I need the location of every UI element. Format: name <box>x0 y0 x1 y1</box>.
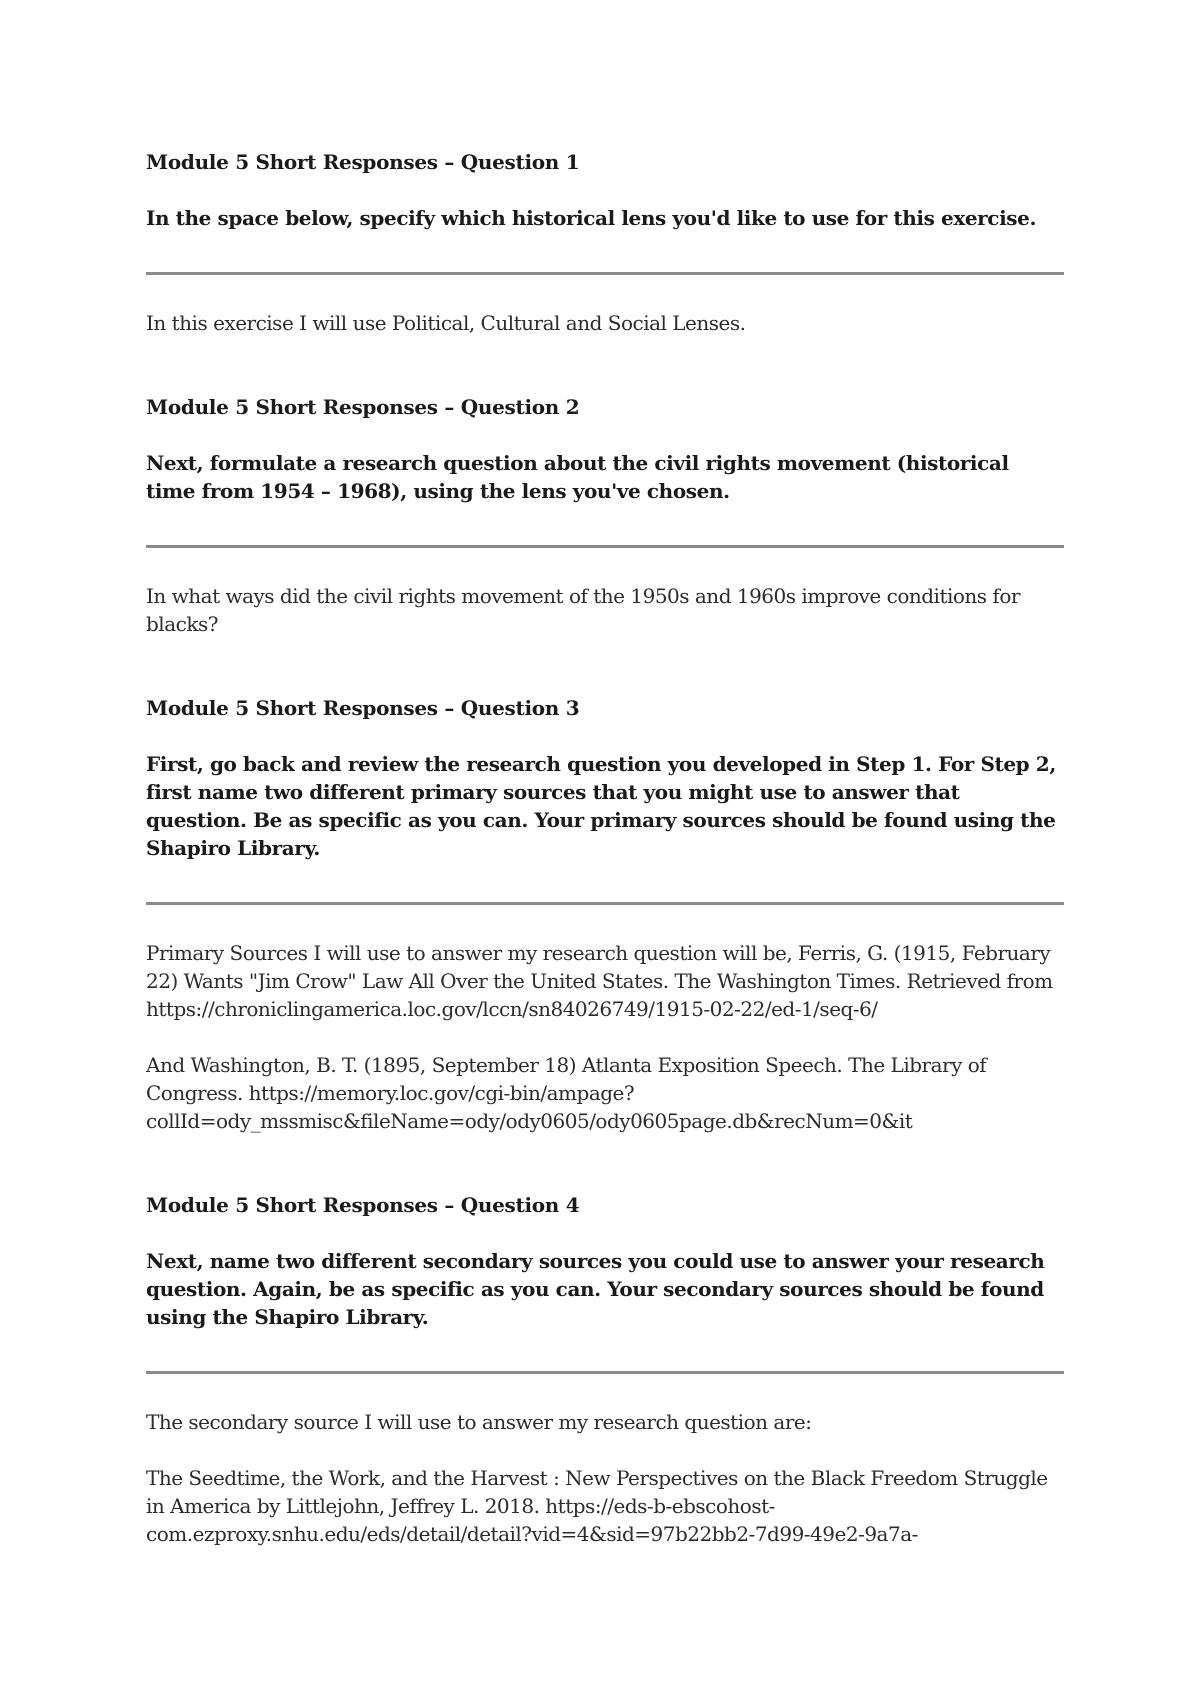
question-4-heading: Module 5 Short Responses – Question 4 <box>146 1193 580 1217</box>
question-2-heading: Module 5 Short Responses – Question 2 <box>146 395 580 419</box>
answer-divider <box>146 545 1064 548</box>
question-3-prompt: First, go back and review the research question you developed in Step 1. For Step 2, first name two different primary sources that you might use to answer that question. Be as specific as you can. Your primary sources should be found using the Shapiro Library. <box>146 752 1056 860</box>
question-1-section <box>146 148 1064 337</box>
question-2-prompt: Next, formulate a research question about the civil rights movement (historical time from 1954 – 1968), using the lens you've chosen. <box>146 451 1009 503</box>
question-1-heading: Module 5 Short Responses – Question 1 <box>146 150 580 174</box>
question-2-section <box>146 393 1064 638</box>
answer-divider <box>146 1371 1064 1374</box>
question-4-prompt: Next, name two different secondary sources you could use to answer your research question. Again, be as specific as you can. Your secondary sources should be found using the Shapiro Library. <box>146 1249 1045 1329</box>
question-1-prompt: In the space below, specify which historical lens you'd like to use for this exercise. <box>146 206 1037 230</box>
answer-divider <box>146 902 1064 905</box>
question-4-answer-1: The secondary source I will use to answer my research question are: <box>146 1410 812 1434</box>
question-1-answer: In this exercise I will use Political, Cultural and Social Lenses. <box>146 311 746 335</box>
question-4-answer-2: The Seedtime, the Work, and the Harvest : New Perspectives on the Black Freedom Struggle in America by Littlejohn, Jeffrey L. 2018. https://eds-b-ebscohost-com.ezproxy.snhu.edu/eds/detail/detail?vid=4&sid=97b22bb2-7d99-49e2-9a7a- <box>146 1466 1048 1546</box>
question-3-section <box>146 694 1064 1135</box>
question-4-section <box>146 1191 1064 1548</box>
question-3-answer-1: Primary Sources I will use to answer my research question will be, Ferris, G. (1915, February 22) Wants "Jim Crow" Law All Over the United States. The Washington Times. Retrieved from https://chroniclingamerica.loc.gov/lccn/sn84026749/1915-02-22/ed-1/seq-6/ <box>146 941 1053 1021</box>
answer-divider <box>146 272 1064 275</box>
question-2-answer: In what ways did the civil rights movement of the 1950s and 1960s improve conditions for blacks? <box>146 584 1020 636</box>
question-3-answer-2: And Washington, B. T. (1895, September 18) Atlanta Exposition Speech. The Library of Congress. https://memory.loc.gov/cgi-bin/ampage?collId=ody_mssmisc&fileName=ody/ody0605/ody0605page.db&recNum=0&it <box>146 1053 987 1133</box>
question-3-heading: Module 5 Short Responses – Question 3 <box>146 696 580 720</box>
document-page <box>146 148 1064 1604</box>
